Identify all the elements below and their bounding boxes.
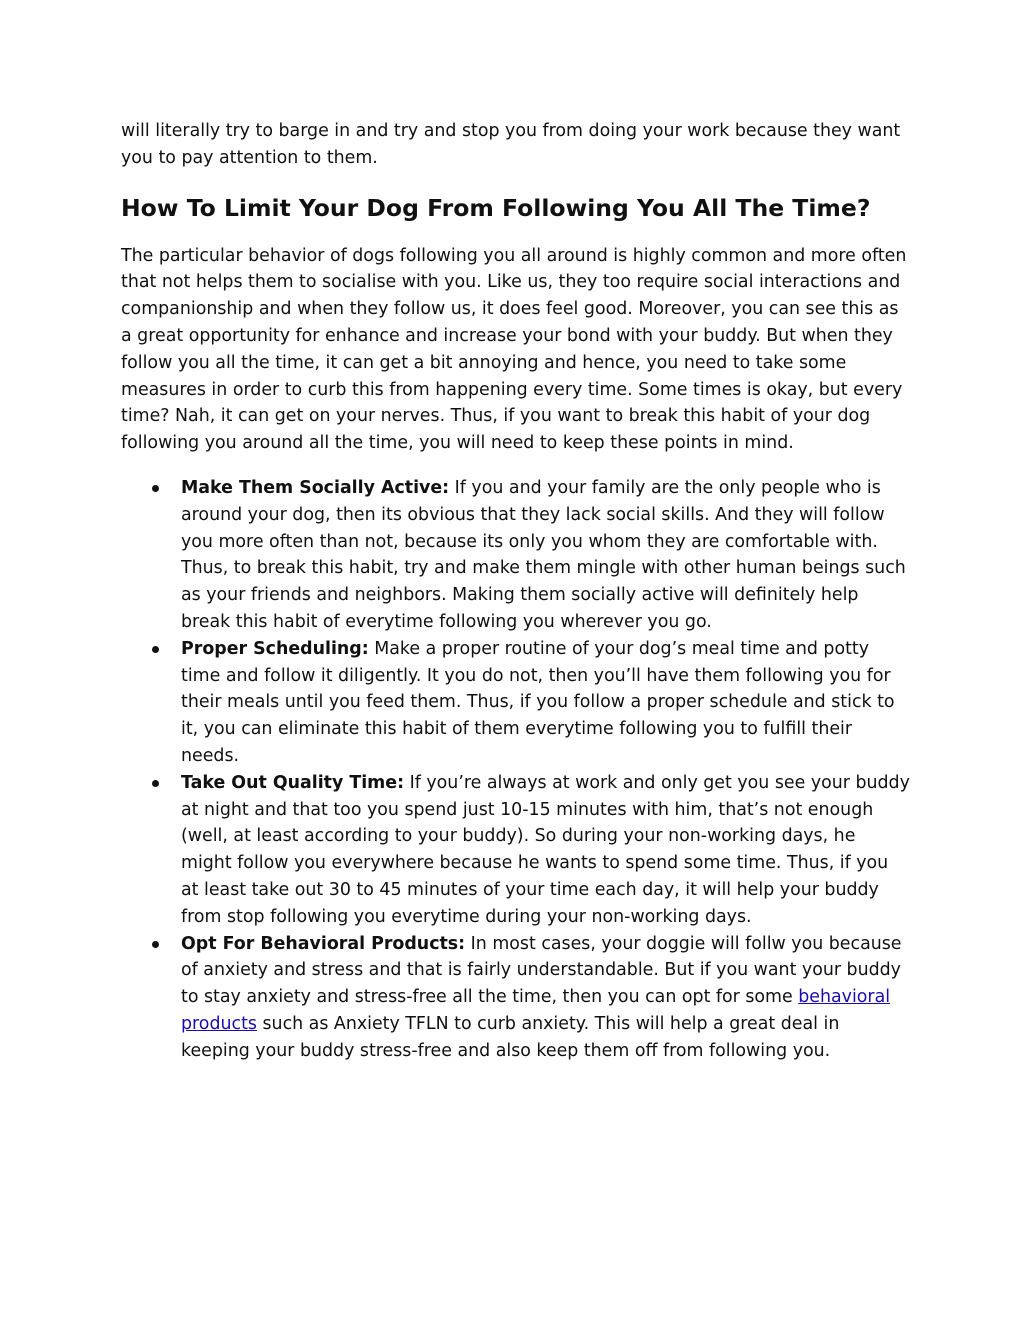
- list-item: [121, 770, 911, 931]
- bullet-text: such as Anxiety TFLN to curb anxiety. This will help a great deal in keeping your buddy stress-free and also keep them off from following you.: [181, 1013, 840, 1061]
- bullet-icon: [152, 941, 159, 948]
- opening-paragraph: will literally try to barge in and try and stop you from doing your work because they want you to pay attention to them.: [121, 121, 901, 168]
- bullet-icon: [152, 485, 159, 492]
- list-item: [121, 636, 911, 770]
- list-item: [121, 475, 911, 636]
- tips-list: [121, 475, 911, 1065]
- bullet-title: Take Out Quality Time:: [181, 772, 405, 793]
- bullet-title: Make Them Socially Active:: [181, 477, 450, 498]
- list-item: [121, 931, 911, 1065]
- bullet-text: If you and your family are the only people who is around your dog, then its obvious that they lack social skills. And they will follow you more often than not, because its only you whom they are comfortable with. Thus, to break this habit, try and make them mingle with other human beings such as your friends and neighbors. Making them socially active will definitely help break this habit of everytime following you wherever you go.: [181, 477, 906, 632]
- intro-paragraph: The particular behavior of dogs following you all around is highly common and more often that not helps them to socialise with you. Like us, they too require social interactions and companionship and when they follow us, it does feel good. Moreover, you can see this as a great opportunity for enhance and increase your bond with your buddy. But when they follow you all the time, it can get a bit annoying and hence, you need to take some measures in order to curb this from happening every time. Some times is okay, but every time? Nah, it can get on your nerves. Thus, if you want to break this habit of your dog following you around all the time, you will need to keep these points in mind.: [121, 245, 907, 454]
- behavioral-products-link[interactable]: behavioral products: [181, 987, 891, 1034]
- bullet-title: Opt For Behavioral Products:: [181, 933, 466, 954]
- bullet-icon: [152, 780, 159, 787]
- bullet-text: In most cases, your doggie will follw you because of anxiety and stress and that is fairly understandable. But if you want your buddy to stay anxiety and stress-free all the time, then you can opt for some: [181, 933, 902, 1008]
- bullet-text: If you’re always at work and only get you see your buddy at night and that too you spend just 10-15 minutes with him, that’s not enough (well, at least according to your buddy). So during your non-working days, he might follow you everywhere because he wants to spend some time. Thus, if you at least take out 30 to 45 minutes of your time each day, it will help your buddy from stop following you everytime during your non-working days.: [181, 772, 910, 927]
- bullet-icon: [152, 646, 159, 653]
- bullet-text: Make a proper routine of your dog’s meal time and potty time and follow it diligently. It you do not, then you’ll have them following you for their meals until you feed them. Thus, if you follow a proper schedule and stick to it, you can eliminate this habit of them everytime following you to fulfill their needs.: [181, 638, 895, 766]
- section-heading: How To Limit Your Dog From Following You All The Time?: [121, 193, 871, 222]
- bullet-title: Proper Scheduling:: [181, 638, 369, 659]
- document-page: [121, 118, 911, 1065]
